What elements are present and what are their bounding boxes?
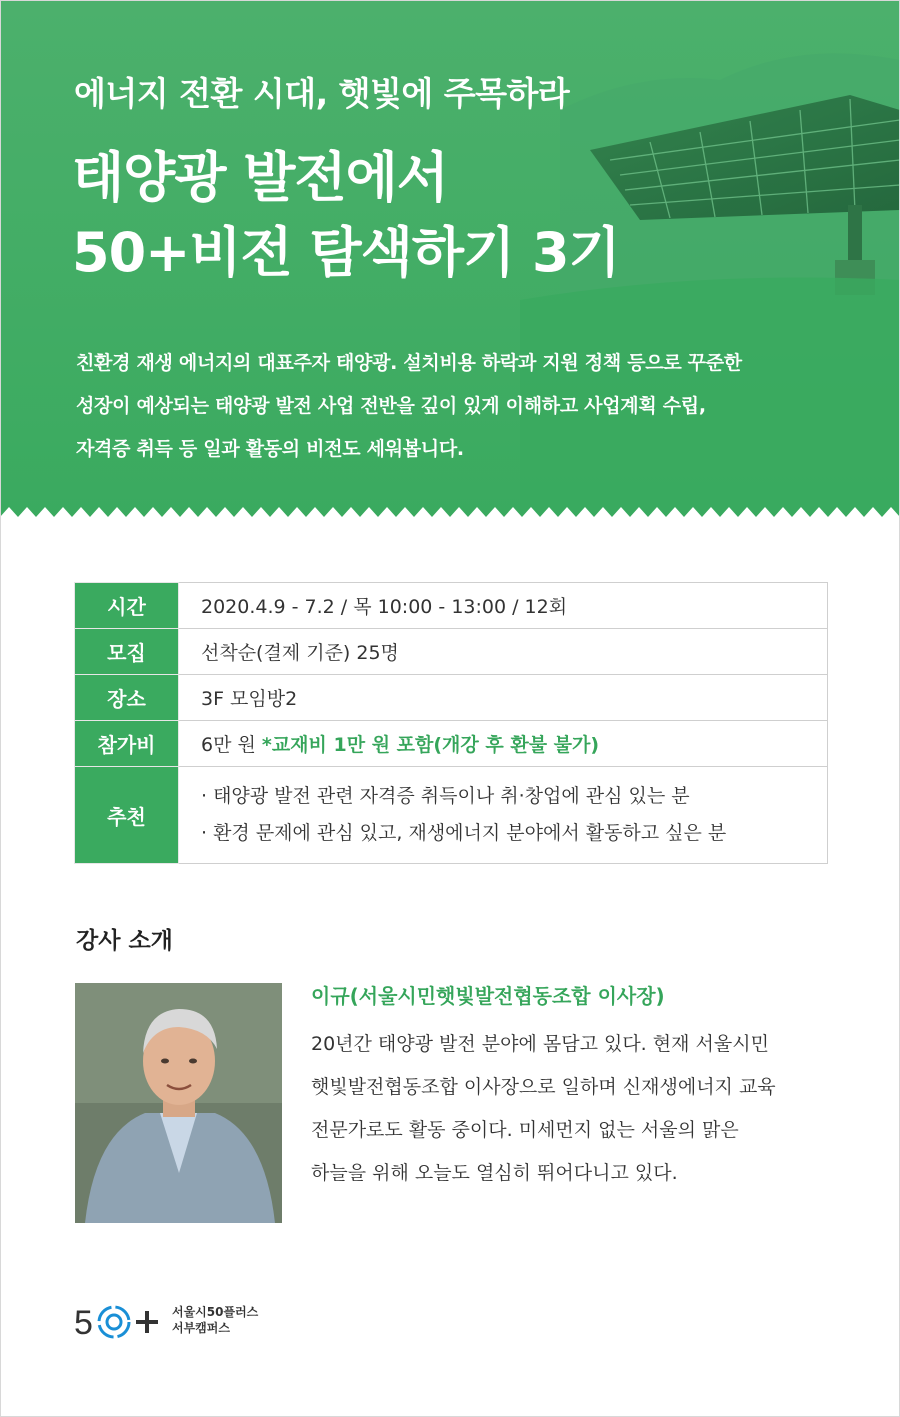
info-label: 모집	[75, 629, 179, 675]
hero-desc-line1: 친환경 재생 에너지의 대표주자 태양광. 설치비용 하락과 지원 정책 등으로 꾸준한	[76, 352, 742, 374]
svg-text:5: 5	[74, 1304, 93, 1342]
lecturer-photo	[75, 983, 282, 1223]
info-row-place	[75, 675, 828, 721]
logo-text	[172, 1304, 258, 1336]
lecturer-photo-illustration	[75, 983, 282, 1223]
lecturer-bio-line3: 전문가로도 활동 중이다. 미세먼지 없는 서울의 맑은	[311, 1119, 739, 1141]
info-label: 장소	[75, 675, 179, 721]
info-label: 시간	[75, 583, 179, 629]
recommend-item: · 태양광 발전 관련 자격증 취득이나 취·창업에 관심 있는 분	[201, 785, 690, 807]
hero-banner	[0, 0, 900, 520]
info-label: 추천	[75, 767, 179, 864]
lecturer-bio-line1: 20년간 태양광 발전 분야에 몸담고 있다. 현재 서울시민	[311, 1033, 769, 1055]
hero-title	[72, 140, 620, 290]
recommend-item: · 환경 문제에 관심 있고, 재생에너지 분야에서 활동하고 싶은 분	[201, 822, 727, 844]
lecturer-section-title: 강사 소개	[76, 928, 173, 954]
logo-line1: 서울시50플러스	[172, 1305, 259, 1319]
hero-description	[76, 342, 856, 471]
hero-desc-line2: 성장이 예상되는 태양광 발전 사업 전반을 깊이 있게 이해하고 사업계획 수립,	[76, 395, 706, 417]
lecturer-bio	[311, 1023, 851, 1195]
fifty-plus-logo	[74, 1296, 294, 1346]
fee-note: *교재비 1만 원 포함(개강 후 환불 불가)	[261, 734, 600, 756]
hero-title-line2: 50+비전 탐색하기 3기	[72, 221, 620, 284]
hero-title-line1: 태양광 발전에서	[72, 146, 448, 209]
info-value	[179, 721, 828, 767]
info-row-recruit	[75, 629, 828, 675]
info-row-recommend	[75, 767, 828, 864]
info-value: 2020.4.9 - 7.2 / 목 10:00 - 13:00 / 12회	[179, 583, 828, 629]
hero-desc-line3: 자격증 취득 등 일과 활동의 비전도 세워봅니다.	[76, 438, 464, 460]
hero-subtitle: 에너지 전환 시대, 햇빛에 주목하라	[74, 74, 570, 113]
fee-amount: 6만 원	[201, 734, 262, 756]
recommend-list	[179, 767, 828, 864]
lecturer-bio-line2: 햇빛발전협동조합 이사장으로 일하며 신재생에너지 교육	[311, 1076, 776, 1098]
course-info-table	[74, 582, 828, 864]
info-row-fee	[75, 721, 828, 767]
info-row-time	[75, 583, 828, 629]
info-value: 3F 모임방2	[179, 675, 828, 721]
logo-line2: 서부캠퍼스	[172, 1321, 230, 1335]
info-label: 참가비	[75, 721, 179, 767]
fifty-plus-logo-icon	[74, 1296, 164, 1346]
info-value: 선착순(결제 기준) 25명	[179, 629, 828, 675]
lecturer-bio-line4: 하늘을 위해 오늘도 열심히 뛰어다니고 있다.	[311, 1162, 678, 1184]
zigzag-divider	[0, 505, 900, 520]
lecturer-name: 이규(서울시민햇빛발전협동조합 이사장)	[311, 984, 665, 1008]
